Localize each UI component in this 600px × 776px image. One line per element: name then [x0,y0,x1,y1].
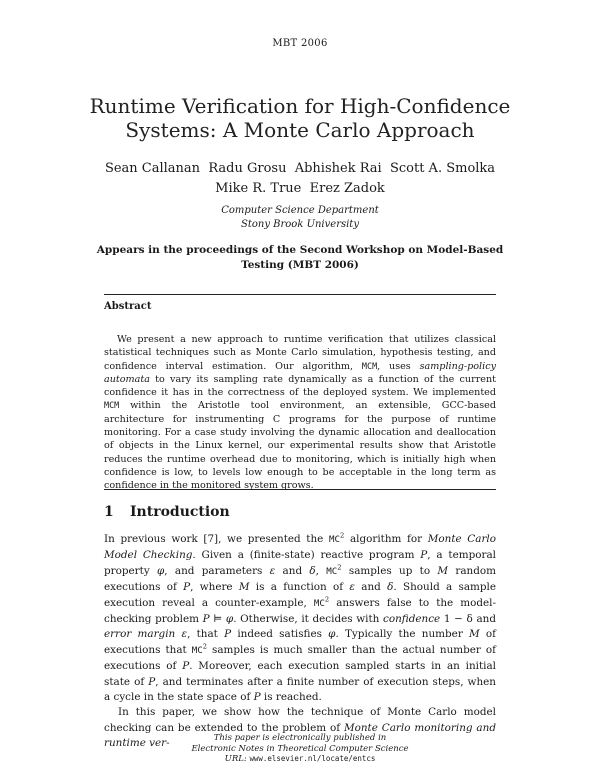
p1-text: . Otherwise, it decides with [233,613,384,626]
math-P: P [183,581,191,594]
venue-line-1: Appears in the proceedings of the Second Workshop on Model-Based [96,244,504,256]
math-phi: φ [157,564,165,577]
math-P: P [253,691,261,704]
math-epsilon: ε [349,581,355,594]
p1-text: indeed satisfies [231,628,329,641]
abstract-top-rule [104,294,496,295]
math-delta: δ [309,564,316,577]
abstract-bottom-rule [104,489,496,490]
footer-line-2: Electronic Notes in Theoretical Computer Science [191,743,409,754]
p1-text: . Typically the number [335,628,470,641]
mcm-code-2: MCM [104,400,120,411]
abstract-text-a: We present a new approach to runtime verification that utilizes classical statistical techniques such as Monte Carlo simulation, hypothesis testing, and confidence interval estimation. Our algorithm, [104,334,496,372]
math-confidence: 1 − δ [443,613,473,626]
math-P: P [420,549,428,562]
mc2-code: MC [313,598,325,609]
p1-text: random executions of [104,564,496,594]
running-header: MBT 2006 [272,38,328,49]
paper-title [0,94,600,142]
p1-text: , that [187,628,225,641]
p1-text: . Given a (finite-state) reactive program [192,549,421,562]
authors-line-2: Mike R. True Erez Zadok [215,181,385,196]
p1-text: , and terminates after a finite number of execution steps, when a cycle in the state space of [104,675,496,704]
url-label: URL: [224,754,250,764]
math-epsilon: ε [269,564,276,577]
intro-paragraph-1: In previous work [7], we presented the $MC^2$ algorithm for Monte Carlo Model Checking. Given a (finite-state) reactive program P, a temporal property φ, and parameters ε and δ, $MC^2$ samples up to M random executions of P, where M is a function of ε and δ. Should a sample execution reveal a counter-example, $MC^2$ answers false to the model-checking problem P ⊨ φ. Otherwise, it decides with confidence 1 − δ and error margin ε, that P indeed satisfies φ. Typically the number M of executions that $MC^2$ samples is much smaller than the actual number of executions of P. Moreover, each execution sampled starts in an initial state of P, and terminates after a finite number of execution steps, when a cycle in the state space of P is reached. [104,531,497,704]
math-M: M [437,564,449,577]
authors-line-1: Sean Callanan Radu Grosu Abhishek Rai Scott A. Smolka [104,161,496,176]
math-P: P [182,660,190,673]
p1-text: , a temporal property [104,549,496,577]
math-epsilon: ε [181,628,188,641]
math-delta: δ [387,581,394,594]
math-M: M [238,581,250,594]
abstract-text-b: , uses [377,360,420,372]
section-title: Introduction [130,504,230,520]
mcm-code-1: MCM [361,360,378,371]
math-M: M [469,628,480,641]
venue-line-2: Testing (MBT 2006) [241,259,359,271]
p1-text: is a function of [249,581,350,594]
p1-text: and [275,564,310,577]
math-P: P [224,628,232,641]
p1-text: , we presented the [218,533,329,545]
p1-text: , and parameters [164,564,270,577]
mc2-code: MC [326,566,338,577]
footer-line-1: This paper is electronically published in [213,733,387,743]
abstract-heading: Abstract [104,301,152,312]
p1-emphasis: Monte Carlo Model Checking [104,533,496,562]
department: Computer Science Department [221,205,379,216]
p1-text: . Should a sample execution reveal a counter-example, [104,581,496,609]
abstract-text-c: to vary its sampling rate dynamically as a function of the current confidence it has in the correctness of the deployed system. We implemented [104,373,496,399]
footer-url-link[interactable]: www.elsevier.nl/locate/entcs [249,754,376,763]
footer-url-line [0,754,600,765]
intro-body [104,532,496,752]
affiliation [0,204,600,232]
p1-text: . Moreover, each execution sampled starts in an initial state of [104,660,497,688]
math-phi: φ [328,628,336,641]
citation-link[interactable]: [7] [203,533,219,545]
p1-text: and [472,613,496,626]
mc2-code: MC [328,535,340,545]
mc2-code: MC [191,645,203,656]
math-models: P ⊨ φ [202,613,234,626]
abstract-body [104,333,496,493]
p1-text: samples is much smaller than the actual number of executions of [104,643,496,673]
p1-text: , where [190,581,239,594]
p1-text: of executions that [104,628,497,656]
section-heading [104,504,230,520]
section-number: 1 [104,504,114,520]
p2-emphasis: Monte Carlo monitoring and runtime ver- [104,721,496,750]
abstract-text-d: within the Aristotle tool environment, an extensible, GCC-based architecture for instrumenting C programs for the purpose of runtime monitoring. For a case study involving the dynamic allocation and deallocation of objects in the Linux kernel, our experimental results show that Aristotle reduces the runtime overhead due to monitoring, which is initially high when confidence is low, to levels low enough to be acceptable in the long term as confidence in the monitored system grows. [104,400,496,492]
p1-text: , [315,564,327,577]
p1-text: and [355,581,388,594]
p1-emphasis: confidence [383,613,441,626]
author-list [0,159,600,199]
p1-text: answers false to the model-checking problem [104,596,496,626]
p1-text: is reached. [260,691,322,704]
university: Stony Brook University [241,219,359,230]
abstract-emphasis: sampling-policy automata [104,360,496,385]
p1-text: samples up to [341,564,438,577]
p1-emphasis: error margin [104,628,176,641]
p2-text: In this paper, we show how the technique of Monte Carlo model checking can be extended to the problem of [104,706,496,734]
title-line-2: Systems: A Monte Carlo Approach [125,118,475,142]
p1-text: In previous work [104,533,204,545]
title-line-1: Runtime Verification for High-Confidence [89,94,511,118]
p1-text: algorithm for [344,533,428,545]
venue-note [0,243,600,273]
math-P: P [148,675,156,688]
publication-footer [0,733,600,765]
